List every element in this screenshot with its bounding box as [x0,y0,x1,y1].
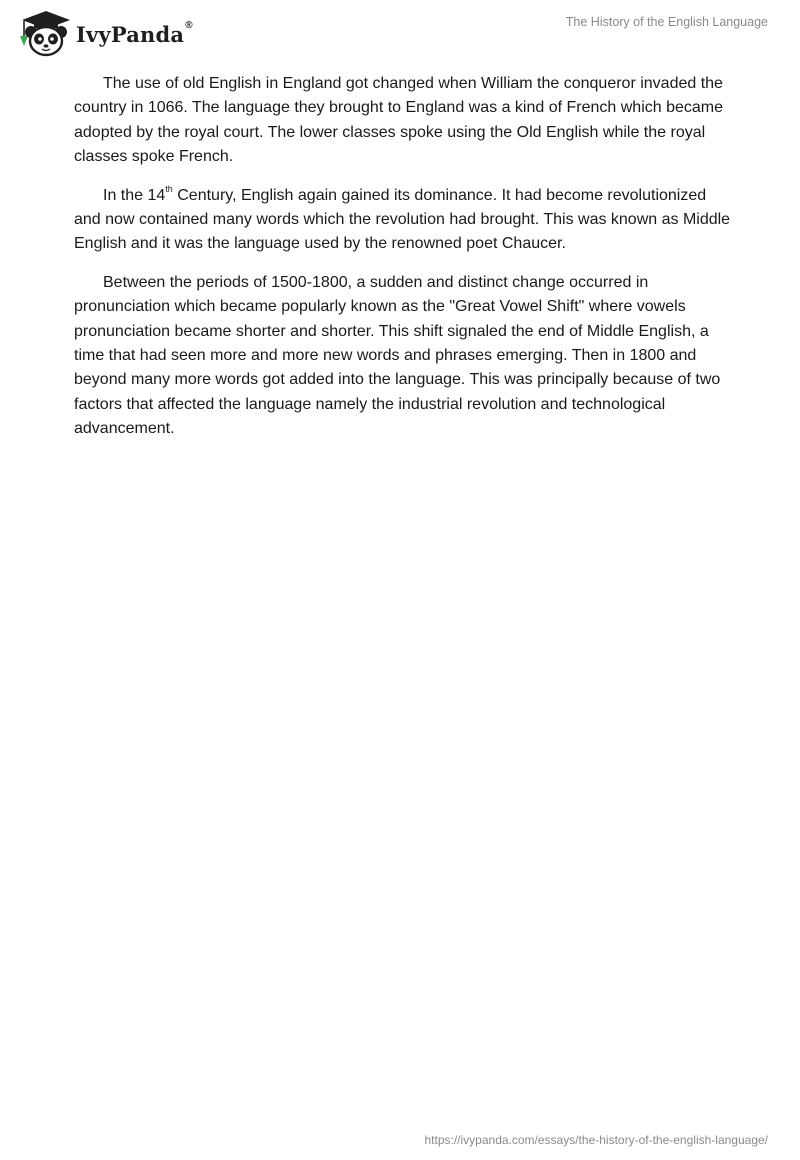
paragraph-text-end: Century, English again gained its dominance. It had become revolutionized and now contained many words which the revolution had brought. This was known as Middle English and it was the language used by the renowned poet Chaucer. [74,186,731,253]
panda-logo-icon [16,8,72,58]
paragraph [74,184,734,257]
source-url[interactable]: https://ivypanda.com/essays/the-history-of-the-english-language/ [424,1133,768,1147]
ordinal-superscript: th [165,184,173,195]
paragraph: The use of old English in England got changed when William the conqueror invaded the country in 1066. The language they brought to England was a kind of French which became adopted by the royal court. The lower classes spoke using the Old English while the royal classes spoke French. [74,75,724,166]
document-title: The History of the English Language [565,15,768,29]
page-header [0,0,800,70]
paragraph: Between the periods of 1500-1800, a sudden and distinct change occurred in pronunciation which became popularly known as the "Great Vowel Shift" where vowels pronunciation became shorter and shorter. This shift signaled the end of Middle English, a time that had seen more and more new words and phrases emerging. Then in 1800 and beyond many more words got added into the language. This was principally because of two factors that affected the language namely the industrial revolution and technological advancement. [74,273,721,438]
registered-mark: ® [185,19,193,31]
logo-text: IvyPanda [76,21,185,47]
logo-wordmark [76,19,193,47]
essay-body [74,72,734,456]
paragraph-text-start: In the 14 [103,186,166,204]
ivypanda-logo[interactable] [16,8,193,58]
